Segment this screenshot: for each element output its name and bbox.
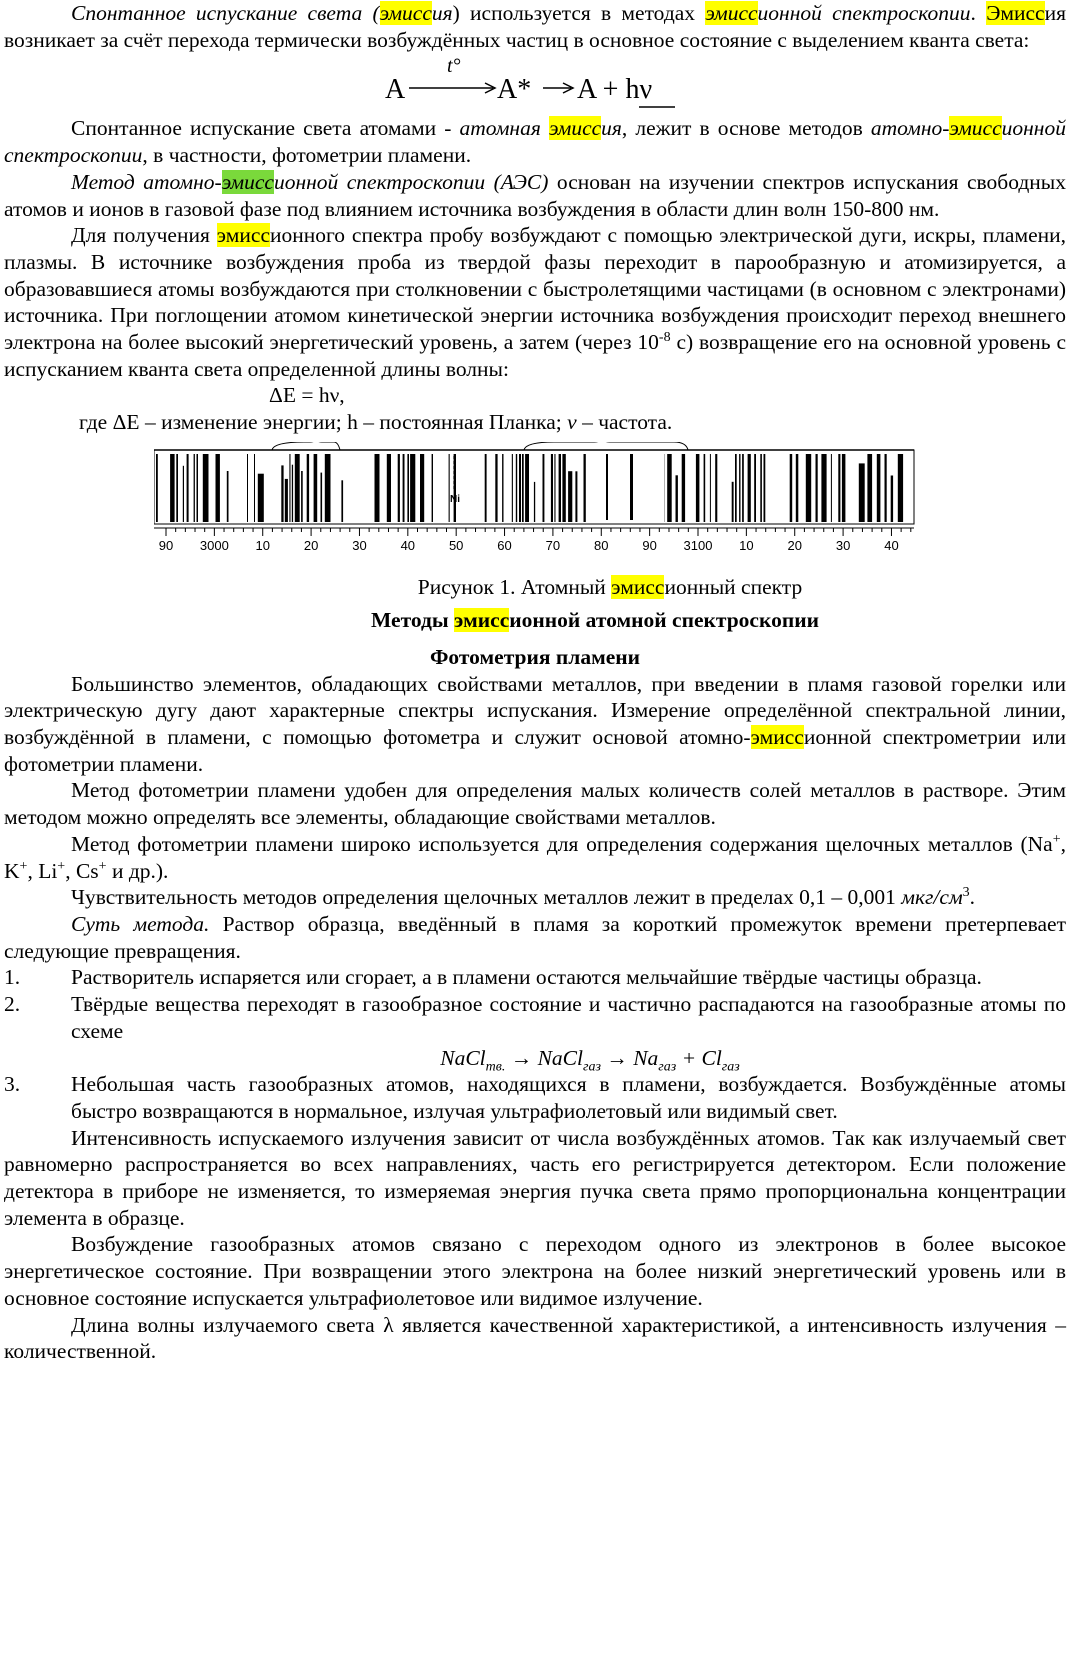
text: Метод фотометрии пламени широко используется для определения содержания щелочных металлов (Na (71, 831, 1053, 856)
paragraph-9 (4, 911, 1066, 964)
paragraph-4 (4, 222, 1066, 382)
text: . (969, 885, 976, 910)
spectral-line (183, 466, 184, 522)
highlight: Эмисс (986, 1, 1045, 25)
section-heading (4, 607, 1066, 634)
spectral-line (170, 454, 175, 522)
tick-label: 50 (448, 537, 464, 553)
text: основан на изучении спектров испускания свободных атомов и ионов в газовой фазе под влиянием источника возбуждения в области длин волн 150-800 нм. (4, 169, 1066, 221)
tick-label: 30 (352, 537, 367, 553)
text: атомная (459, 116, 549, 141)
spectral-line (821, 454, 826, 522)
subscript: тв. (485, 1058, 506, 1074)
spectral-line (176, 454, 178, 522)
formula-right: A + hν (577, 74, 653, 106)
text: атомно- (870, 116, 950, 141)
spectral-line (502, 454, 503, 522)
spectral-line (682, 454, 685, 522)
spectral-line (285, 479, 288, 522)
spectral-line (314, 454, 318, 522)
text: Большинство элементов, обладающих свойствами металлов, при введении в пламя газовой горелки или электрическую дугу дают характерные спектры испускания. Измерение определённой спектральной линии, возбуждённой в пламени, с помощью фотометра и служит основой атомно- (4, 671, 1066, 750)
ni-marker-label: Ni (450, 493, 460, 505)
text: – частота. (576, 410, 673, 435)
spectral-line (227, 471, 229, 522)
text: Спонтанное испускание света ( (71, 1, 380, 25)
spectral-line (420, 454, 424, 522)
text: с) возвращение его на основной уровень с испусканием кванта света определенной длины волны: (4, 330, 1066, 381)
paragraph-3 (4, 169, 1066, 222)
spectral-line (676, 475, 678, 522)
highlight: эмисс (611, 574, 665, 599)
spectral-line (559, 454, 561, 522)
spectral-line (375, 454, 380, 522)
spectral-line (606, 454, 608, 520)
spectral-line (325, 454, 331, 522)
spectral-line (735, 454, 737, 522)
spectral-line (710, 454, 711, 522)
spectral-line (584, 454, 586, 522)
spectral-line (495, 454, 497, 522)
spectral-line (522, 454, 524, 522)
text: , Cs (65, 858, 99, 883)
text: ионной спектроскопии (АЭС) (273, 169, 549, 194)
formula-svg (385, 54, 685, 114)
list-item (4, 1071, 1066, 1124)
spectral-line (307, 454, 309, 522)
spectral-line (859, 463, 865, 522)
spectral-line (551, 454, 553, 522)
highlight: эмисс (705, 1, 758, 25)
paragraph-7 (4, 831, 1066, 884)
spectral-line (216, 454, 220, 522)
spectral-line (403, 454, 405, 522)
subscript: газ (658, 1058, 677, 1074)
highlight: эмисс (548, 116, 602, 141)
spectral-line (764, 454, 766, 522)
formula-left: A (385, 74, 406, 106)
spectral-line (562, 454, 565, 522)
spectral-line (739, 454, 740, 522)
text: Метод атомно- (71, 169, 222, 194)
paragraph-12: Длина волны излучаемого света λ является качественной характеристикой, а интенсивность излучения – количественной. (4, 1312, 1066, 1364)
text: ия (601, 116, 622, 141)
spectral-line (715, 454, 717, 522)
subscript: газ (583, 1058, 601, 1074)
spectral-line (732, 482, 734, 522)
spectral-line (543, 454, 545, 522)
spectral-line (292, 465, 293, 522)
spectral-line (754, 454, 756, 522)
spectral-line (891, 475, 893, 522)
spectrum-gap (594, 452, 664, 522)
spectral-line (156, 454, 158, 522)
tick-label: 3000 (199, 537, 229, 553)
list-item (4, 964, 1066, 991)
text: NaCl (440, 1045, 486, 1070)
text: → Na (600, 1045, 659, 1070)
text: ионный спектр (664, 574, 803, 599)
spectral-line (485, 454, 487, 522)
spectral-line (534, 482, 535, 522)
highlight: эмисс (454, 608, 510, 633)
spectral-line (885, 454, 887, 522)
text: ионной спектрометрии или фотометрии пламени. (4, 725, 1066, 776)
spectral-line (301, 471, 303, 522)
paragraph-8 (4, 884, 1066, 911)
list-item (4, 991, 1066, 1044)
spectral-line (258, 474, 264, 522)
tick-label: 30 (835, 537, 851, 553)
text: ионной спектроскопии (4, 116, 1066, 168)
paragraph-1 (4, 0, 1066, 53)
text: . (970, 1, 987, 25)
list-number: 3. (4, 1072, 21, 1097)
highlight: эмисс (949, 116, 1002, 141)
list-text: Твёрдые вещества переходят в газообразное состояние и частично распадаются на газообразные атомы по схеме (71, 992, 1066, 1043)
subsection-heading: Фотометрия пламени (429, 644, 641, 669)
text: Методы (371, 608, 455, 633)
spectral-line (295, 454, 300, 522)
spectral-line (516, 454, 517, 522)
text: Для получения (71, 223, 217, 248)
spectral-line (525, 454, 529, 522)
spectral-line (197, 454, 199, 522)
superscript: 3 (962, 885, 970, 901)
spectral-line (877, 454, 881, 522)
tick-label: 90 (642, 537, 657, 553)
list-number: 1. (4, 965, 21, 990)
spectral-line (838, 454, 840, 522)
superscript: + (1052, 831, 1061, 847)
brace (524, 442, 688, 450)
text: и др.). (106, 858, 169, 883)
text: Суть метода. (71, 911, 210, 936)
text: ионной спектроскопии (757, 1, 971, 25)
spectral-line (867, 454, 872, 522)
excitation-formula (4, 53, 1066, 115)
tick-label: 70 (545, 537, 561, 553)
list-number: 2. (4, 992, 21, 1017)
superscript: -8 (658, 329, 671, 345)
spectral-line (575, 471, 577, 522)
text: ν (567, 410, 577, 435)
text: ионного спектра пробу возбуждают с помощью электрической дуги, искры, пламени, плазмы. В источнике возбуждения проба из твердой фазы переходит в парообразную и атомизируется, а образовавшиеся атомы возбуждаются при столкновении с быстролетящими частицами (в основном с электронами) источника. При поглощении атомом кинетической энергии источника возбуждения происходит переход внешнего электрона на более высокий энергетический уровень, а затем (через 10 (4, 223, 1067, 355)
spectral-line (398, 454, 400, 522)
formula-mid: A* (497, 74, 532, 106)
spectral-line (194, 454, 195, 522)
text: Спонтанное испускание света атомами - (71, 116, 460, 141)
paragraph-2 (4, 115, 1066, 168)
list-text: Небольшая часть газообразных атомов, находящихся в пламени, возбуждается. Возбуждённые атомы быстро возвращаются в нормальное, излучая ультрафиолетовый или видимый свет. (71, 1072, 1066, 1123)
spectral-line (630, 454, 633, 520)
text: , Li (27, 858, 58, 883)
tick-label: 3100 (683, 537, 713, 553)
tick-label: 40 (400, 537, 416, 553)
tick-label: 40 (884, 537, 899, 553)
spectral-line (341, 480, 343, 522)
superscript: + (57, 858, 66, 874)
highlight: эмисс (750, 725, 804, 750)
spectral-line (519, 454, 521, 522)
spectral-line (842, 454, 846, 522)
spectral-line (387, 454, 391, 522)
tick-label: 80 (594, 537, 609, 553)
spectral-line (187, 454, 189, 522)
spectral-line (696, 454, 700, 522)
spectral-line (898, 454, 903, 522)
text: ионной атомной спектроскопии (509, 608, 819, 633)
highlight-green: эмисс (221, 169, 274, 194)
tick-label: 20 (303, 537, 319, 553)
spectral-line (667, 454, 672, 522)
text: , лежит в основе методов (621, 116, 871, 141)
spectral-line (289, 454, 290, 522)
text: , K (4, 831, 1066, 883)
superscript: + (98, 858, 107, 874)
spectral-line (554, 454, 555, 522)
spectral-line (410, 454, 415, 522)
spectral-line (790, 454, 793, 522)
spectral-line (512, 454, 513, 522)
tick-label: 10 (739, 537, 754, 553)
text: → NaCl (505, 1045, 583, 1070)
highlight: эмисс (216, 223, 270, 248)
tick-label: 20 (787, 537, 802, 553)
spectral-line (432, 454, 433, 522)
text: ) используется в методах (452, 1, 706, 25)
subscript: газ (721, 1058, 740, 1074)
paragraph-5 (4, 671, 1066, 778)
text: Чувствительность методов определения щелочных металлов лежит в пределах 0,1 – 0,001 (71, 885, 902, 910)
spectral-line (831, 454, 832, 522)
spectral-line (321, 472, 323, 521)
spectral-line (254, 454, 255, 522)
tick-label: 60 (497, 537, 512, 553)
brace (272, 442, 340, 450)
text: мкг/см (901, 885, 963, 910)
spectral-line (704, 454, 706, 522)
spectral-line (449, 454, 450, 522)
formula-legend (4, 409, 1066, 436)
text: Рисунок 1. Атомный (417, 574, 612, 599)
paragraph-11: Возбуждение газообразных атомов связано с переходом одного из электронов в более высокое энергетическое состояние. При возвращении этого электрона на более низкий энергетический уровень или в основное состояние испускается ультрафиолетовое или видимое излучение. (4, 1232, 1066, 1310)
text: Раствор образца, введённый в пламя за короткий промежуток времени претерпевает следующие превращения. (4, 911, 1066, 963)
spectral-line (247, 454, 248, 522)
highlight: эмисс (379, 1, 432, 25)
spectral-line (816, 454, 818, 522)
text: + Cl (676, 1045, 722, 1070)
energy-formula: ΔE = hν, (269, 383, 345, 408)
decomposition-equation (4, 1045, 1066, 1072)
paragraph-6: Метод фотометрии пламени удобен для определения малых количеств солей металлов в растворе. Этим методом можно определять все элементы, обладающие свойствами металлов. (4, 778, 1066, 830)
text: ия возникает за счёт перехода термически возбуждённых частиц в основное состояние с выделением кванта света: (4, 1, 1066, 52)
tick-label: 10 (255, 537, 270, 553)
spectral-line (568, 471, 572, 522)
spectral-line (748, 454, 751, 522)
list-text: Растворитель испаряется или сгорает, а в пламени остаются мельчайшие твёрдые частицы образца. (71, 965, 982, 990)
spectral-line (281, 465, 283, 522)
spectral-line (742, 454, 744, 522)
text: где ΔE – изменение энергии; h – постоянная Планка; (79, 410, 568, 435)
text: ия (431, 1, 453, 25)
paragraph-10: Интенсивность испускаемого излучения зависит от числа возбуждённых атомов. Так как излучаемый свет равномерно распространяется во всех направлениях, часть его регистрируется детектором. Если положение детектора в приборе не изменяется, то измеряемая энергия пучка света прямо пропорциональна концентрации элемента в образце. (4, 1125, 1066, 1230)
spectral-line (806, 454, 811, 522)
text: , в частности, фотометрии пламени. (142, 143, 472, 168)
atomic-emission-spectrum-figure (154, 442, 924, 557)
tick-label: 90 (158, 537, 174, 553)
spectral-line (203, 454, 209, 522)
superscript: + (19, 858, 28, 874)
spectral-line (760, 454, 762, 522)
formula-over: t° (447, 55, 461, 78)
figure-caption (4, 574, 1066, 601)
spectral-line (796, 454, 799, 522)
spectral-line (407, 454, 409, 522)
